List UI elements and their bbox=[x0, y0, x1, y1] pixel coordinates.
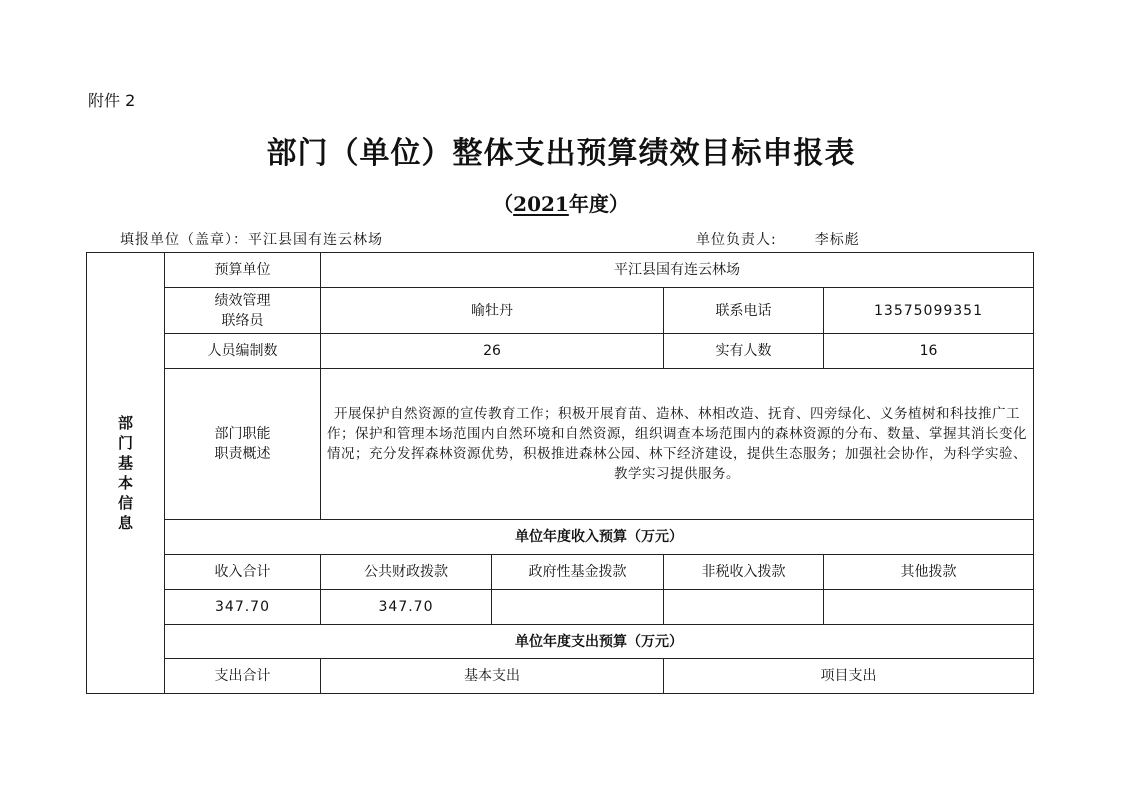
table-row bbox=[87, 659, 1034, 694]
year-line bbox=[0, 188, 1122, 217]
unit-head-label: 单位负责人: bbox=[696, 232, 777, 248]
phone-label: 联系电话 bbox=[664, 288, 824, 334]
table-row bbox=[87, 520, 1034, 555]
actual-staff-label: 实有人数 bbox=[664, 334, 824, 369]
income-section-title: 单位年度收入预算（万元） bbox=[165, 520, 1034, 555]
income-value-other bbox=[824, 590, 1034, 625]
expense-header-total: 支出合计 bbox=[165, 659, 321, 694]
income-header-gov-fund: 政府性基金拨款 bbox=[492, 555, 664, 590]
phone-value: 13575099351 bbox=[824, 288, 1034, 334]
table-row bbox=[87, 590, 1034, 625]
duty-description: 开展保护自然资源的宣传教育工作；积极开展育苗、造林、林相改造、抚育、四旁绿化、义务植树和科技推广工作；保护和管理本场范围内自然环境和自然资源，组织调查本场范围内的森林资源的分布、数量、掌握其消长变化情况；充分发挥森林资源优势，积极推进森林公园、林下经济建设，提供生态服务；加强社会协作，为科学实验、教学实习提供服务。 bbox=[321, 369, 1034, 520]
budget-form-table bbox=[86, 252, 1034, 694]
side-section-label: 部门基本信息 bbox=[87, 253, 165, 694]
contact-label bbox=[165, 288, 321, 334]
income-value-gov-fund bbox=[492, 590, 664, 625]
actual-staff-value: 16 bbox=[824, 334, 1034, 369]
year-close: 年度） bbox=[568, 192, 629, 216]
contact-label-line2: 联络员 bbox=[221, 312, 264, 329]
unit-head bbox=[696, 229, 860, 249]
income-value-nontax bbox=[664, 590, 824, 625]
income-header-public-finance: 公共财政拨款 bbox=[321, 555, 492, 590]
budget-unit-value: 平江县国有连云林场 bbox=[321, 253, 1034, 288]
table-row bbox=[87, 253, 1034, 288]
expense-header-basic: 基本支出 bbox=[321, 659, 664, 694]
contact-value: 喻牡丹 bbox=[321, 288, 664, 334]
income-header-total: 收入合计 bbox=[165, 555, 321, 590]
expense-header-project: 项目支出 bbox=[664, 659, 1034, 694]
income-value-public-finance: 347.70 bbox=[321, 590, 492, 625]
duty-label-line1: 部门职能 bbox=[214, 426, 271, 442]
budget-unit-label: 预算单位 bbox=[165, 253, 321, 288]
year-open: （ bbox=[493, 192, 514, 216]
duty-label-line2: 职责概述 bbox=[214, 446, 271, 462]
table-row bbox=[87, 334, 1034, 369]
unit-head-value: 李标彪 bbox=[814, 232, 860, 248]
table-row bbox=[87, 369, 1034, 520]
attachment-label: 附件 2 bbox=[88, 91, 136, 110]
income-header-other: 其他拨款 bbox=[824, 555, 1034, 590]
staff-quota-label: 人员编制数 bbox=[165, 334, 321, 369]
contact-label-line1: 绩效管理 bbox=[214, 292, 271, 309]
income-header-nontax: 非税收入拨款 bbox=[664, 555, 824, 590]
staff-quota-value: 26 bbox=[321, 334, 664, 369]
table-row bbox=[87, 555, 1034, 590]
income-value-total: 347.70 bbox=[165, 590, 321, 625]
duty-label bbox=[165, 369, 321, 520]
year-value: 2021 bbox=[513, 192, 569, 216]
filling-unit-value: 平江县国有连云林场 bbox=[248, 232, 383, 248]
page-title: 部门（单位）整体支出预算绩效目标申报表 bbox=[266, 136, 856, 171]
filling-unit bbox=[120, 229, 383, 249]
expense-section-title: 单位年度支出预算（万元） bbox=[165, 625, 1034, 659]
filling-unit-label: 填报单位（盖章）： bbox=[120, 232, 248, 248]
table-row bbox=[87, 625, 1034, 659]
table-row bbox=[87, 288, 1034, 334]
